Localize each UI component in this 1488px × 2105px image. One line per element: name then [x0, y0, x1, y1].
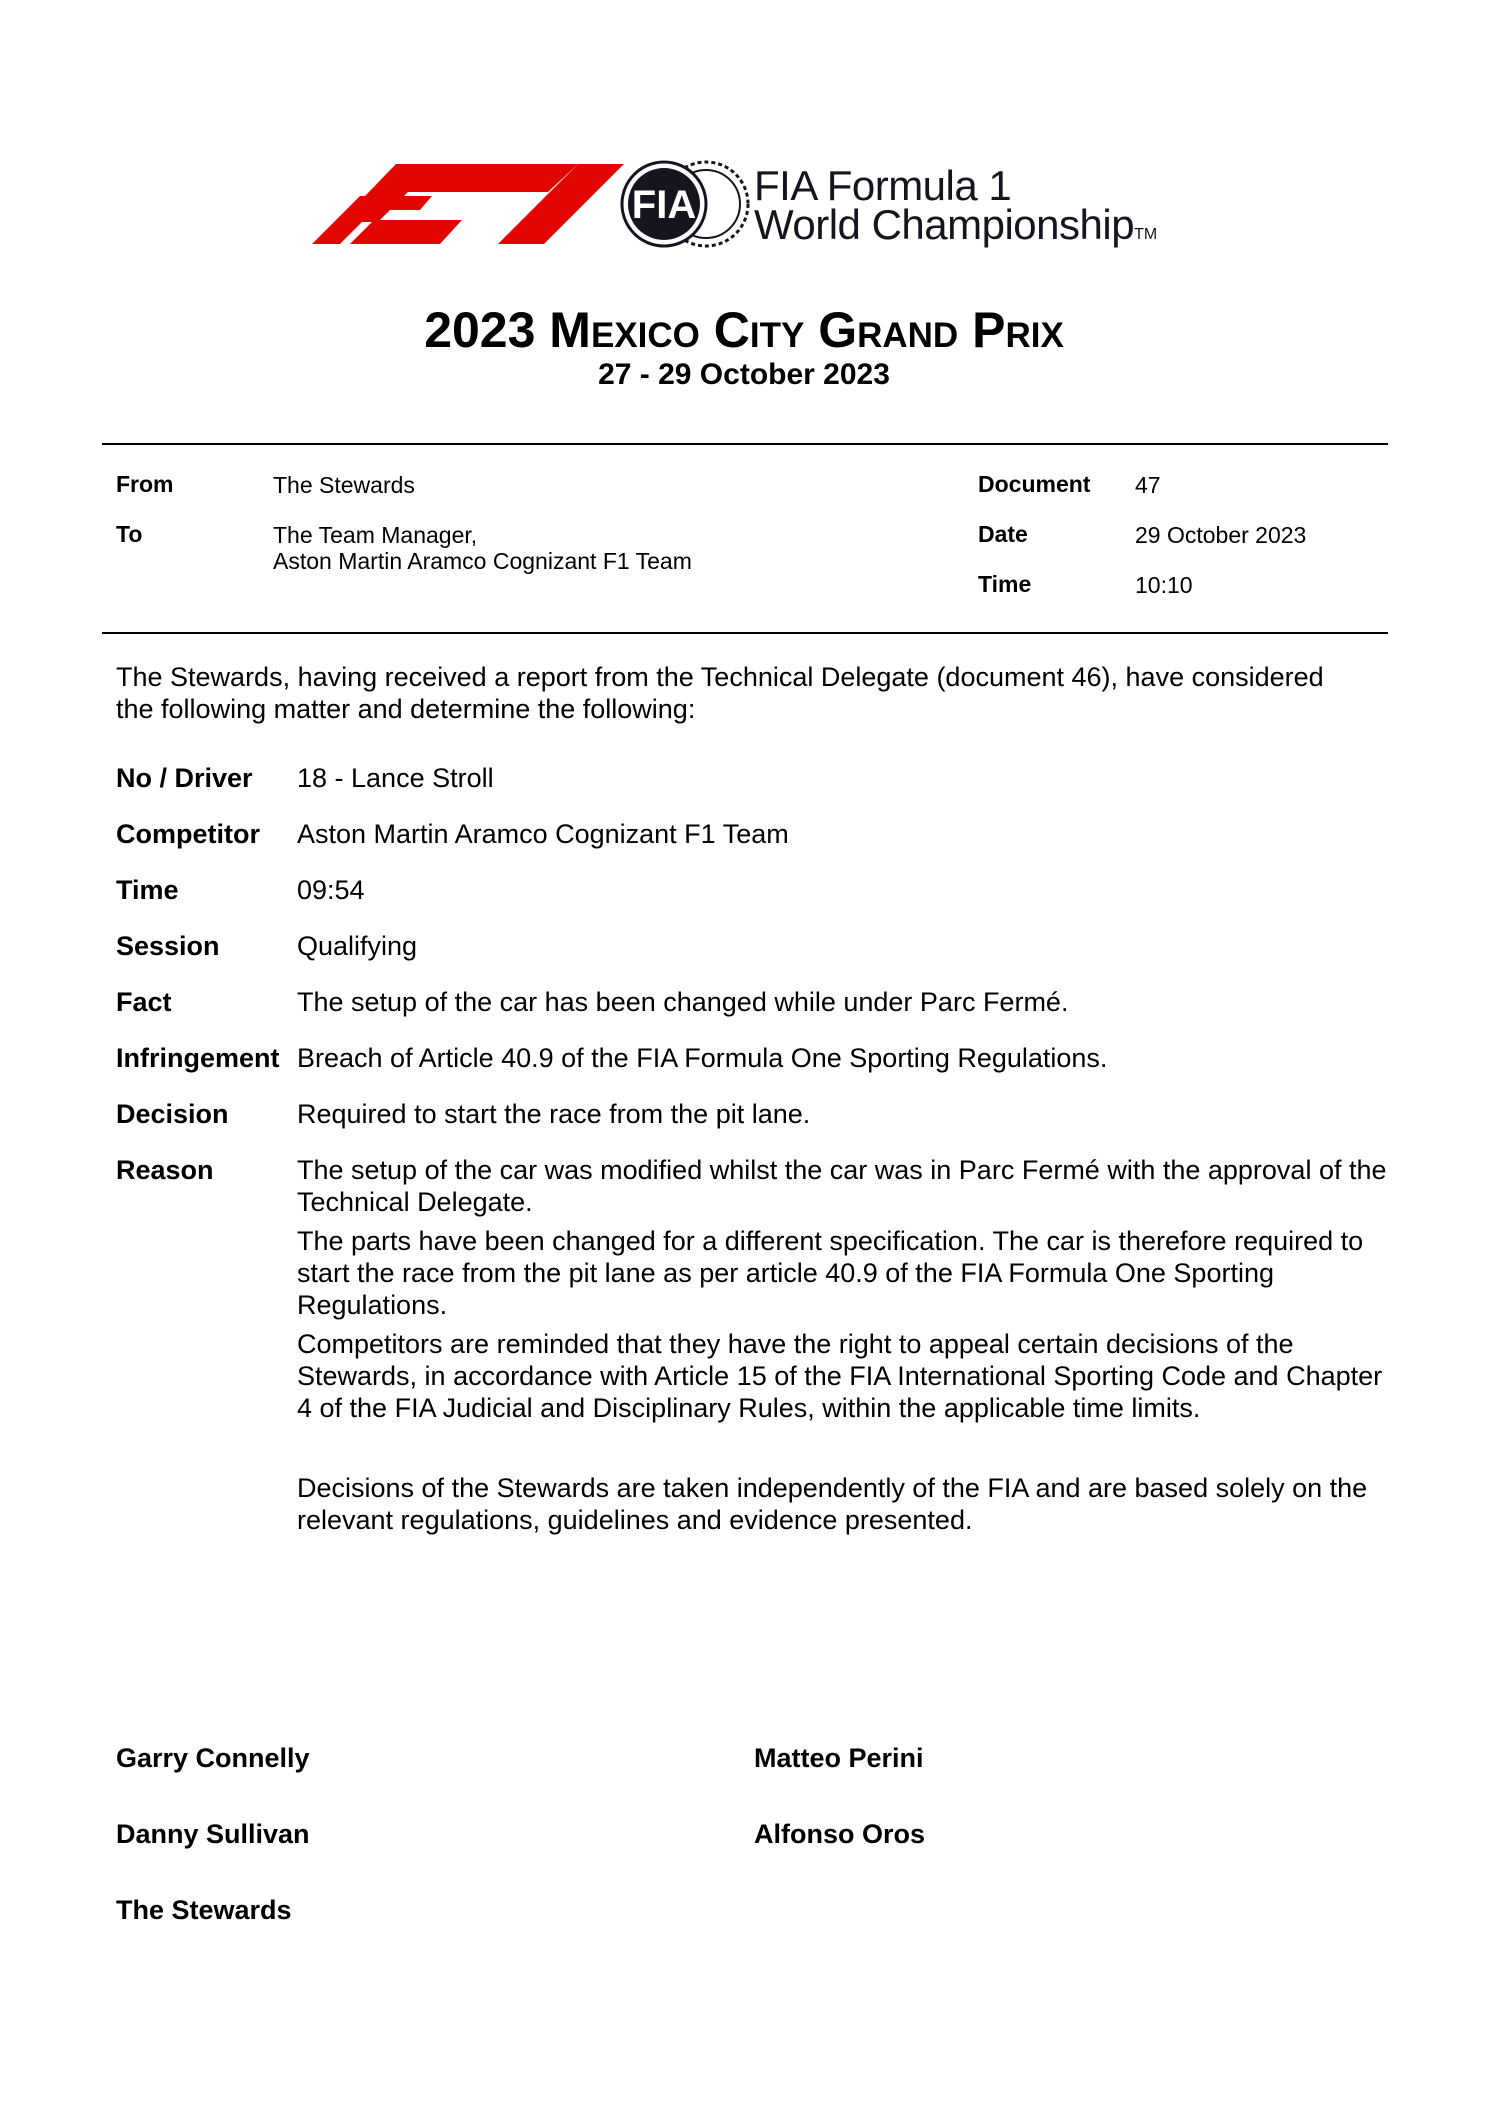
- incident-time-label: Time: [116, 875, 179, 905]
- infringement-label: Infringement: [116, 1043, 280, 1073]
- date-label: Date: [978, 521, 1028, 547]
- competitor-label: Competitor: [116, 819, 260, 849]
- trademark-mark: TM: [1134, 226, 1158, 243]
- driver-label: No / Driver: [116, 763, 253, 793]
- time-label: Time: [978, 571, 1032, 597]
- decision-value: Required to start the race from the pit lane.: [297, 1099, 811, 1129]
- reason-paragraph-2: The parts have been changed for a different specification. The car is therefore required to start the race from the pit lane as per article 40.9 of the FIA Formula One Sporting Regulations.: [297, 1226, 1364, 1320]
- f1-logo-icon: [312, 164, 624, 244]
- document-label: Document: [978, 471, 1091, 497]
- reason-paragraph-3: Competitors are reminded that they have the right to appeal certain decisions of the Stewards, in accordance with Article 15 of the FIA International Sporting Code and Chapter 4 of the FIA Judicial and Disciplinary Rules, within the applicable time limits.: [297, 1329, 1383, 1423]
- fia-emblem-icon: [618, 158, 752, 250]
- driver-value: 18 - Lance Stroll: [297, 763, 494, 793]
- competitor-value: Aston Martin Aramco Cognizant F1 Team: [297, 819, 789, 849]
- intro-paragraph: The Stewards, having received a report from the Technical Delegate (document 46), have considered the following matter and determine the following:: [116, 662, 1324, 724]
- steward-name-2: Matteo Perini: [754, 1743, 924, 1773]
- header-divider-bottom: [102, 632, 1388, 634]
- steward-name-4: Alfonso Oros: [754, 1819, 926, 1849]
- logo-line-2: World ChampionshipTM: [754, 201, 1158, 248]
- header-divider-top: [102, 443, 1388, 445]
- to-value-line-1: The Team Manager,: [273, 522, 478, 548]
- logo-line-1: FIA Formula 1: [754, 162, 1012, 209]
- infringement-value: Breach of Article 40.9 of the FIA Formula One Sporting Regulations.: [297, 1043, 1108, 1073]
- reason-paragraph-4: Decisions of the Stewards are taken independently of the FIA and are based solely on the relevant regulations, guidelines and evidence presented.: [297, 1473, 1368, 1535]
- session-label: Session: [116, 931, 220, 961]
- event-title: 2023 Mexico City Grand Prix: [424, 302, 1064, 358]
- reason-label: Reason: [116, 1155, 214, 1185]
- fact-value: The setup of the car has been changed while under Parc Fermé.: [297, 987, 1069, 1017]
- steward-name-3: Danny Sullivan: [116, 1819, 310, 1849]
- logo-wordmark: [754, 162, 1158, 254]
- session-value: Qualifying: [297, 931, 418, 961]
- time-value: 10:10: [1135, 572, 1193, 598]
- steward-name-1: Garry Connelly: [116, 1743, 310, 1773]
- f1-fia-logo: [312, 158, 1212, 250]
- incident-time-value: 09:54: [297, 875, 365, 905]
- document-number: 47: [1135, 472, 1161, 498]
- reason-paragraph-1: The setup of the car was modified whilst the car was in Parc Fermé with the approval of the Technical Delegate.: [297, 1155, 1387, 1217]
- event-dates: 27 - 29 October 2023: [598, 358, 890, 391]
- date-value: 29 October 2023: [1135, 522, 1307, 548]
- from-value: The Stewards: [273, 472, 415, 498]
- fact-label: Fact: [116, 987, 172, 1017]
- decision-label: Decision: [116, 1099, 229, 1129]
- from-label: From: [116, 471, 174, 497]
- to-label: To: [116, 521, 143, 547]
- svg-text:FIA: FIA: [631, 183, 697, 227]
- stewards-footer: The Stewards: [116, 1895, 292, 1925]
- to-value-line-2: Aston Martin Aramco Cognizant F1 Team: [273, 548, 692, 574]
